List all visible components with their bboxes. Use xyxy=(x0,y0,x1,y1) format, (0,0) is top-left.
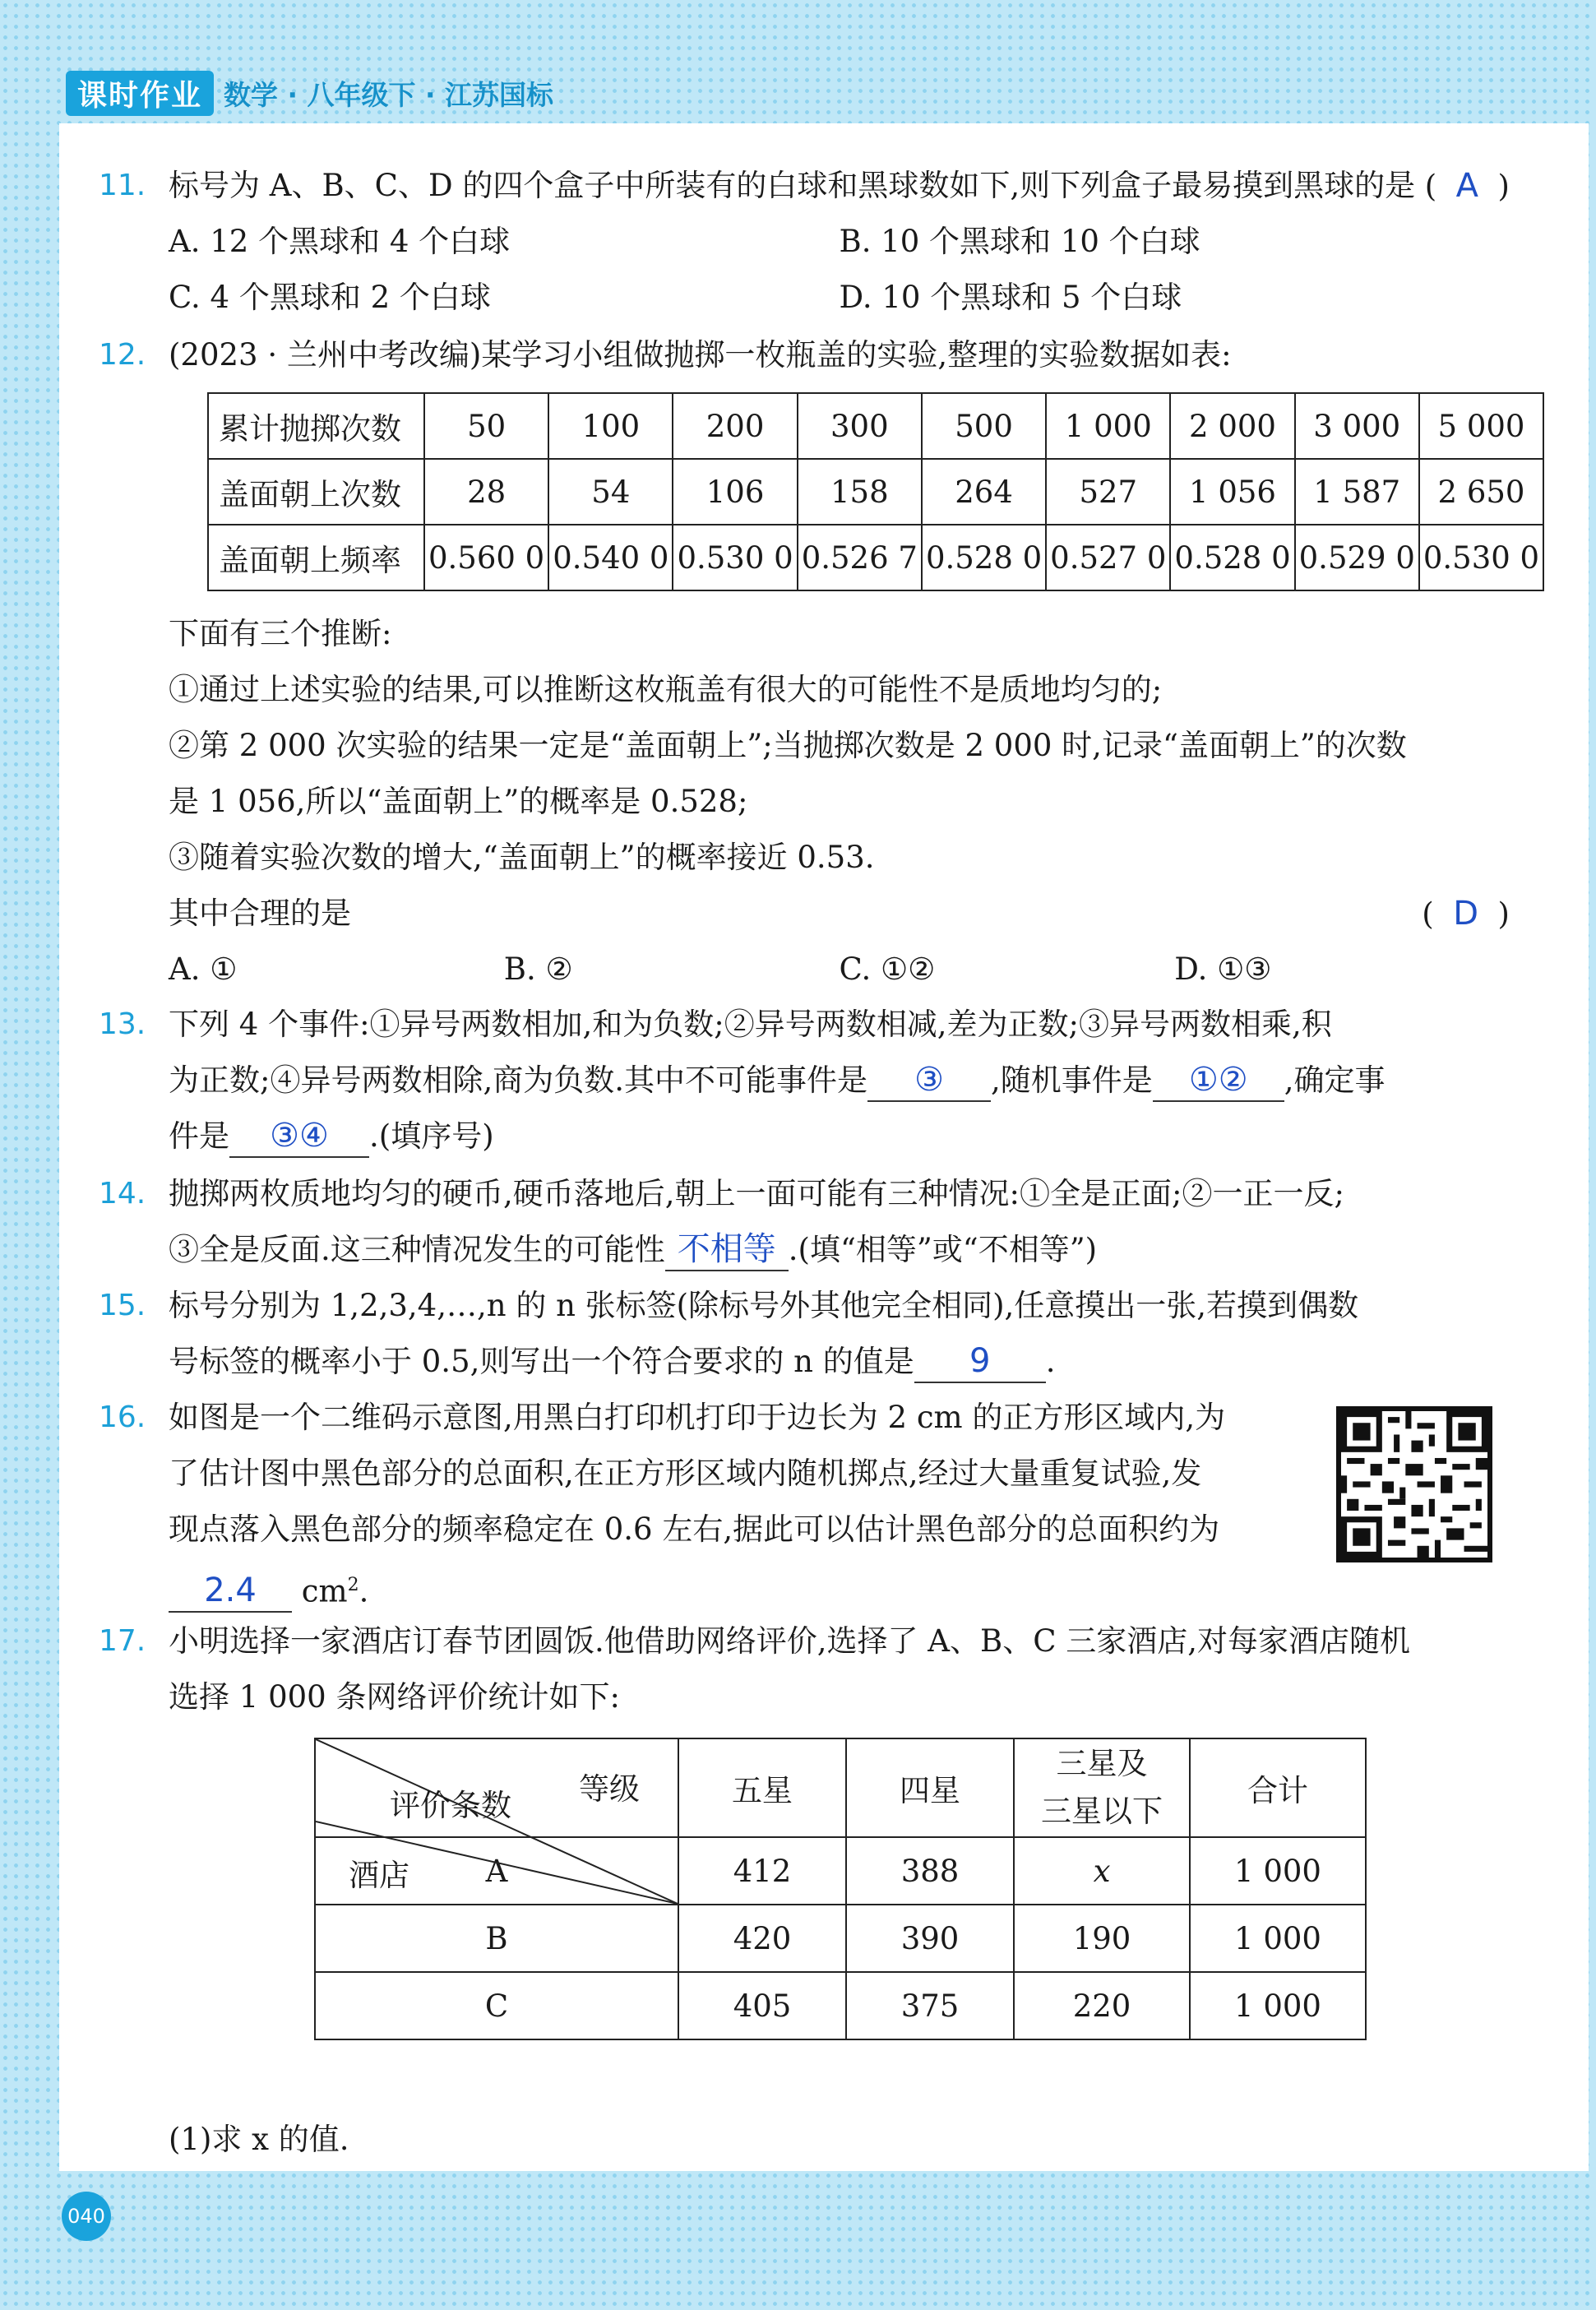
qr-code-figure xyxy=(1336,1406,1492,1562)
table-row xyxy=(208,459,1543,525)
question-prompt: 其中合理的是 xyxy=(169,896,351,931)
table-cell: 0.530 0 xyxy=(673,525,797,590)
question-text: 抛掷两枚质地均匀的硬币,硬币落地后,朝上一面可能有三种情况:①全是正面;②一正一反; xyxy=(169,1176,1344,1211)
question-number: 14. xyxy=(99,1177,146,1211)
question-number: 15. xyxy=(99,1289,146,1322)
table-cell: x xyxy=(1014,1837,1190,1905)
table-cell: 190 xyxy=(1014,1905,1190,1972)
question-15 xyxy=(99,1278,1510,1390)
answer-blank-1: ③ xyxy=(914,1061,944,1099)
question-13 xyxy=(99,997,1510,1164)
table-cell: 0.528 0 xyxy=(1170,525,1294,590)
table-cell: 0.529 0 xyxy=(1295,525,1419,590)
sub-question: (1)求 x 的值. xyxy=(169,2122,349,2157)
row-header: B xyxy=(315,1905,678,1972)
row-header: 盖面朝上次数 xyxy=(208,459,424,525)
table-cell: 5 000 xyxy=(1419,393,1543,459)
column-header: 四星 xyxy=(846,1738,1014,1837)
table-cell: 300 xyxy=(798,393,922,459)
table-cell: 2 000 xyxy=(1170,393,1294,459)
diagonal-header-cell xyxy=(315,1738,678,1893)
question-text: 为正数;④异号两数相除,商为负数.其中不可能事件是 xyxy=(169,1062,867,1098)
table-cell: 2 650 xyxy=(1419,459,1543,525)
table-cell: 28 xyxy=(424,459,548,525)
corner-label-count: 评价条数 xyxy=(390,1788,511,1823)
table-cell: 0.527 0 xyxy=(1046,525,1170,590)
answer-paren: ( A ) xyxy=(1424,167,1510,205)
question-text: . xyxy=(359,1573,369,1609)
table-cell: 527 xyxy=(1046,459,1170,525)
answer: A xyxy=(1455,167,1479,205)
table-cell: 1 000 xyxy=(1190,1837,1366,1905)
statement-2: ②第 2 000 次实验的结果一定是“盖面朝上”;当抛掷次数是 2 000 时,记录“盖面朝上”的次数 xyxy=(169,728,1407,763)
answer-paren: ( D ) xyxy=(1422,895,1510,933)
table-cell: 200 xyxy=(673,393,797,459)
option-b: B. ② xyxy=(503,951,573,987)
unit-exponent: 2 xyxy=(347,1575,359,1595)
question-text: ③全是反面.这三种情况发生的可能性 xyxy=(169,1232,665,1267)
corner-label-grade: 等级 xyxy=(579,1771,640,1807)
row-header: 累计抛掷次数 xyxy=(208,393,424,459)
option-c: C. 4 个黑球和 2 个白球 xyxy=(169,280,491,315)
table-cell: 0.528 0 xyxy=(922,525,1046,590)
row-header: 盖面朝上频率 xyxy=(208,525,424,590)
row-header: A xyxy=(315,1837,678,1905)
question-number: 17. xyxy=(99,1624,146,1658)
column-header: 五星 xyxy=(678,1738,846,1837)
experiment-table xyxy=(207,392,1544,591)
question-text: 如图是一个二维码示意图,用黑白打印机打印于边长为 2 cm 的正方形区域内,为 xyxy=(169,1400,1226,1435)
table-cell: 1 587 xyxy=(1295,459,1419,525)
question-text: 了估计图中黑色部分的总面积,在正方形区域内随机掷点,经过大量重复试验,发 xyxy=(169,1456,1202,1491)
question-11 xyxy=(99,158,1510,326)
question-text: .(填序号) xyxy=(369,1118,494,1154)
question-12 xyxy=(99,327,1510,383)
intro-text: 下面有三个推断: xyxy=(169,616,392,651)
table-cell: 375 xyxy=(846,1972,1014,2039)
question-text: 标号为 A、B、C、D 的四个盒子中所装有的白球和黑球数如下,则下列盒子最易摸到黑球的是 xyxy=(169,168,1416,203)
question-number: 16. xyxy=(99,1400,146,1434)
table-cell: 100 xyxy=(548,393,673,459)
column-header-line: 三星及 xyxy=(1056,1746,1148,1781)
column-header-line: 三星以下 xyxy=(1041,1794,1163,1829)
corner-label-hotel: 酒店 xyxy=(349,1858,409,1893)
table-cell: 0.530 0 xyxy=(1419,525,1543,590)
question-17 xyxy=(99,1613,1510,1725)
option-d: D. ①③ xyxy=(1174,951,1272,987)
question-text: 标号分别为 1,2,3,4,…,n 的 n 张标签(除标号外其他完全相同),任意摸出一张,若摸到偶数 xyxy=(169,1288,1359,1323)
table-cell: 0.560 0 xyxy=(424,525,548,590)
option-a: A. 12 个黑球和 4 个白球 xyxy=(169,224,511,259)
table-row xyxy=(315,1972,1366,2039)
table-cell: 405 xyxy=(678,1972,846,2039)
option-d: D. 10 个黑球和 5 个白球 xyxy=(839,280,1182,315)
qr-code-icon xyxy=(1341,1411,1487,1558)
answer-blank: 2.4 xyxy=(204,1572,257,1610)
table-cell: 1 000 xyxy=(1190,1972,1366,2039)
table-cell: 390 xyxy=(846,1905,1014,1972)
table-cell: 388 xyxy=(846,1837,1014,1905)
question-text: 号标签的概率小于 0.5,则写出一个符合要求的 n 的值是 xyxy=(169,1344,914,1379)
column-header: 合计 xyxy=(1190,1738,1366,1837)
page-header xyxy=(66,70,553,116)
question-text: .(填“相等”或“不相等”) xyxy=(788,1232,1098,1267)
table-row xyxy=(208,525,1543,590)
question-16 xyxy=(99,1390,1325,1619)
answer-blank-3: ③④ xyxy=(270,1117,329,1155)
row-header: C xyxy=(315,1972,678,2039)
table-cell: 264 xyxy=(922,459,1046,525)
table-header-row xyxy=(315,1738,1366,1837)
column-header xyxy=(1014,1738,1190,1837)
table-cell: 0.540 0 xyxy=(548,525,673,590)
question-text: 现点落入黑色部分的频率稳定在 0.6 左右,据此可以估计黑色部分的总面积约为 xyxy=(169,1511,1220,1547)
answer-blank-2: ①② xyxy=(1188,1061,1248,1099)
table-row xyxy=(315,1905,1366,1972)
statement-3: ③随着实验次数的增大,“盖面朝上”的概率接近 0.53. xyxy=(169,840,875,875)
question-number: 13. xyxy=(99,1007,146,1041)
question-14 xyxy=(99,1166,1510,1278)
table-cell: 3 000 xyxy=(1295,393,1419,459)
table-cell: 220 xyxy=(1014,1972,1190,2039)
answer-blank: 不相等 xyxy=(677,1230,776,1268)
option-c: C. ①② xyxy=(839,951,936,987)
table-cell: 500 xyxy=(922,393,1046,459)
question-text: 下列 4 个事件:①异号两数相加,和为负数;②异号两数相减,差为正数;③异号两数相乘,积 xyxy=(169,1007,1332,1042)
statement-2-cont: 是 1 056,所以“盖面朝上”的概率是 0.528; xyxy=(169,784,748,819)
option-b: B. 10 个黑球和 10 个白球 xyxy=(839,224,1200,259)
page-number: 040 xyxy=(62,2192,111,2241)
series-logo: 课时作业 xyxy=(66,71,214,116)
table-cell: 106 xyxy=(673,459,797,525)
unit: cm xyxy=(301,1573,348,1609)
answer-blank: 9 xyxy=(969,1342,991,1380)
table-cell: 412 xyxy=(678,1837,846,1905)
table-cell: 1 000 xyxy=(1190,1905,1366,1972)
table-cell: 54 xyxy=(548,459,673,525)
question-text: 件是 xyxy=(169,1118,229,1154)
table-cell: 1 056 xyxy=(1170,459,1294,525)
question-number: 11. xyxy=(99,169,146,202)
table-cell: 0.526 7 xyxy=(798,525,922,590)
question-text: ,随机事件是 xyxy=(991,1062,1153,1098)
statement-1: ①通过上述实验的结果,可以推断这枚瓶盖有很大的可能性不是质地均匀的; xyxy=(169,672,1163,707)
question-text: ,确定事 xyxy=(1284,1062,1386,1098)
table-row xyxy=(208,393,1543,459)
question-text: . xyxy=(1045,1344,1056,1379)
question-text: 选择 1 000 条网络评价统计如下: xyxy=(169,1679,620,1715)
question-number: 12. xyxy=(99,338,146,372)
question-text: (2023 · 兰州中考改编)某学习小组做抛掷一枚瓶盖的实验,整理的实验数据如表: xyxy=(169,337,1232,373)
table-cell: 420 xyxy=(678,1905,846,1972)
question-12-statements xyxy=(99,606,1510,998)
hotel-review-table xyxy=(314,1738,1367,2040)
answer: D xyxy=(1453,895,1479,933)
table-cell: 158 xyxy=(798,459,922,525)
question-text: 小明选择一家酒店订春节团圆饭.他借助网络评价,选择了 A、B、C 三家酒店,对每家酒店随机 xyxy=(169,1623,1411,1659)
option-a: A. ① xyxy=(169,951,238,987)
table-cell: 1 000 xyxy=(1046,393,1170,459)
table-cell: 50 xyxy=(424,393,548,459)
question-17-part-1 xyxy=(99,2112,1510,2168)
header-title: 数学 · 八年级下 · 江苏国标 xyxy=(224,78,554,111)
